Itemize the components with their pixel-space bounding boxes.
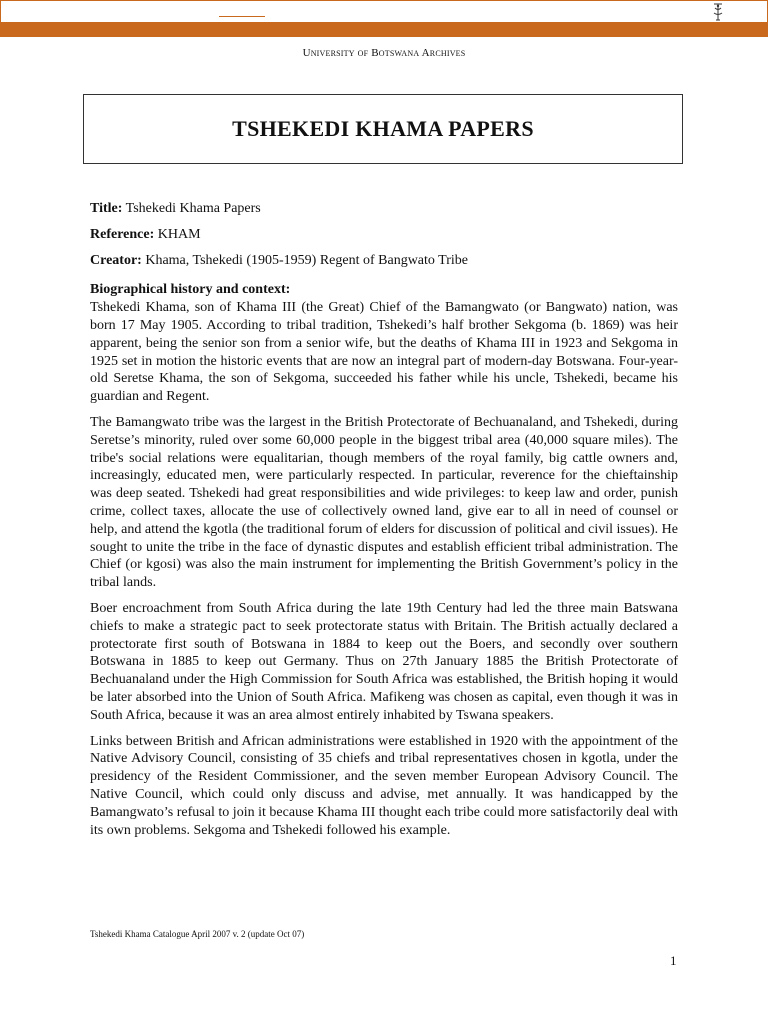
accent-line	[219, 16, 265, 17]
top-bar	[0, 0, 768, 23]
university-crest-icon	[711, 2, 725, 22]
meta-creator-label: Creator:	[90, 252, 142, 268]
header-band	[0, 22, 768, 37]
page-number: 1	[670, 953, 677, 968]
meta-title-label: Title:	[90, 201, 123, 216]
document-body	[90, 200, 678, 847]
paragraph: Tshekedi Khama, son of Khama III (the Great) Chief of the Bamangwato (or Bangwato) nation, was born 17 May 1905. According to tribal tradition, Tshekedi’s half brother Sekgoma (b. 1869) was heir apparent, being the senior son from a senior wife, but the deaths of Khama III in 1923 and Sekgoma in 1925 set in motion the historic events that are now an integral part of modern-day Botswana. Four-year-old Seretse Khama, the son of Sekgoma, succeeded his father while his uncle, Tshekedi, became his guardian and Regent.	[90, 300, 678, 405]
paragraph: Links between British and African administrations were established in 1920 with the appointment of the Native Advisory Council, consisting of 35 chiefs and tribal representatives chosen in kgotla, under the presidency of the Resident Commissioner, and the seven member European Advisory Council. The Native Council, which could only discuss and advise, met annually. It was handicapped by the Bamangwato’s refusal to join it because Khama III thought each tribe could more satisfactorily deal with its own problems. Sekgoma and Tshekedi followed his example.	[90, 733, 678, 838]
meta-creator-value: Khama, Tshekedi (1905-1959) Regent of Bangwato Tribe	[145, 252, 468, 268]
meta-reference	[90, 226, 678, 244]
section-heading: Biographical history and context:	[90, 282, 291, 298]
title-box	[83, 94, 683, 164]
meta-reference-value: KHAM	[157, 226, 201, 242]
document-title: TSHEKEDI KHAMA PAPERS	[232, 116, 534, 141]
meta-title	[90, 200, 678, 218]
paragraph: Boer encroachment from South Africa during the late 19th Century had led the three main Batswana chiefs to make a strategic pact to seek protectorate status with Britain. The British actually declared a protectorate first south of Botswana in 1884 to keep out the Boers, and secondly over southern Botswana in 1885 to keep out Germany. Thus on 27th January 1885 the British Protectorate of Bechuanaland under the High Commission for South Africa was established, the British hoping it would be later absorbed into the Union of South Africa. Mafikeng was chosen as capital, even though it was in South Africa, because it was an area almost entirely inhabited by Tswana speakers.	[90, 600, 678, 723]
paragraph: The Bamangwato tribe was the largest in the British Protectorate of Bechuanaland, and Tshekedi, during Seretse’s minority, ruled over some 60,000 people in the biggest tribal area (40,000 square miles). The tribe's social relations were equalitarian, though members of the royal family, big cattle owners and, increasingly, educated men, were particularly respected. In particular, reverence for the chieftainship was deep seated. Tshekedi had great responsibilities and wide privileges: to keep law and order, punish crime, collect taxes, allocate the use of collectively owned land, give ear to all in need of counsel or help, and attend the kgotla (the traditional forum of elders for discussion of political and civil issues). He sought to unite the tribe in the face of dynastic disputes and establish efficient tribal administration. The Chief (or kgosi) was also the main instrument for implementing the British Government’s policy in the tribal lands.	[90, 414, 678, 591]
meta-creator	[90, 252, 678, 270]
archive-header: University of Botswana Archives	[302, 47, 466, 59]
meta-reference-label: Reference:	[90, 226, 155, 242]
meta-title-value: Tshekedi Khama Papers	[125, 201, 261, 216]
page-footer: Tshekedi Khama Catalogue April 2007 v. 2 (update Oct 07)	[90, 929, 305, 939]
